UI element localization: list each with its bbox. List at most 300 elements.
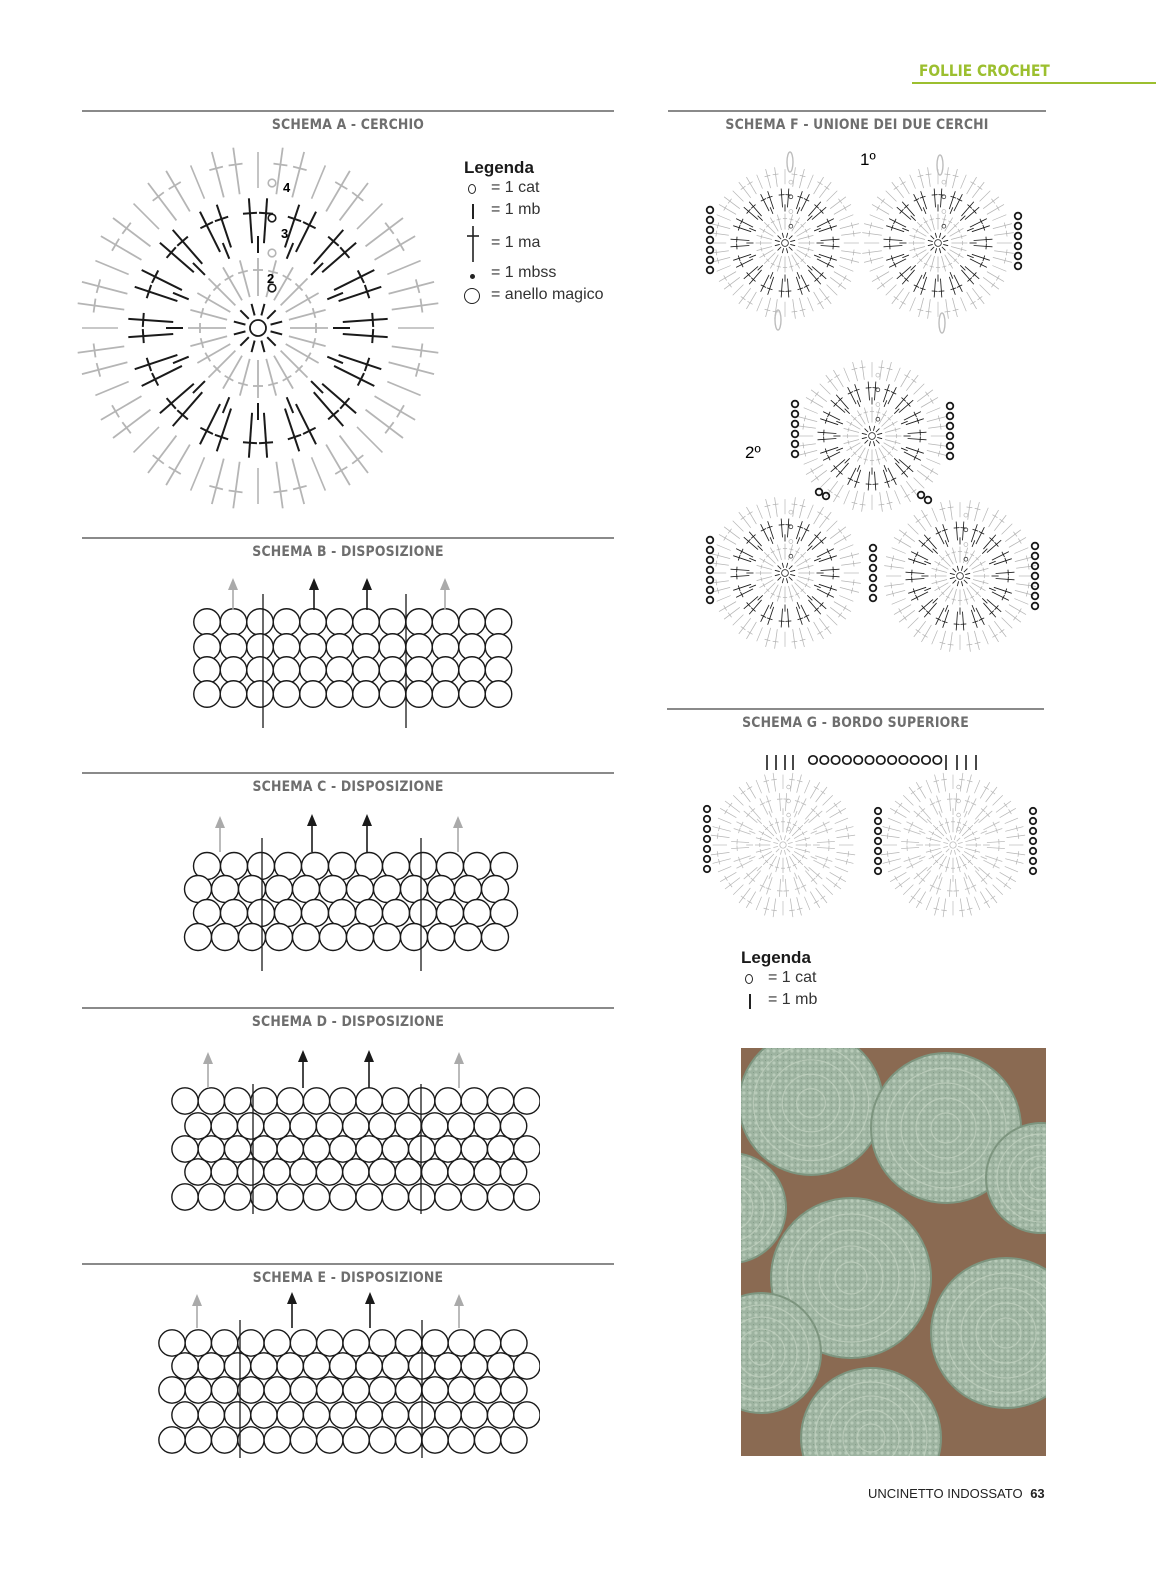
- chain-stitch: [875, 808, 881, 814]
- schema-d-diagram: [160, 1044, 540, 1222]
- chain-stitch: [1015, 243, 1022, 250]
- schema-d-rule: [82, 1007, 614, 1009]
- circle-motif: [432, 657, 459, 684]
- circle-motif: [172, 1402, 198, 1428]
- chain-stitch: [1032, 543, 1039, 550]
- circle-motif: [237, 1113, 263, 1139]
- arrow-head: [298, 1050, 308, 1062]
- chain-stitch: [875, 838, 881, 844]
- chain-stitch: [875, 868, 881, 874]
- circle-motif: [194, 609, 221, 636]
- circle-motif: [159, 1427, 185, 1453]
- circle-motif: [194, 900, 221, 927]
- circle-motif: [485, 609, 512, 636]
- circle-motif: [487, 1184, 513, 1210]
- chain-stitch: [1032, 593, 1039, 600]
- circle-motif: [356, 1088, 382, 1114]
- chain-stitch: [875, 848, 881, 854]
- chain-stitch: [707, 207, 714, 214]
- circle-motif: [514, 1184, 540, 1210]
- legend-main: [464, 158, 624, 308]
- circle-motif: [514, 1353, 540, 1379]
- schema-f-motif-right: [862, 167, 1013, 318]
- chain-stitch: [1015, 263, 1022, 270]
- circle-motif: [435, 1184, 461, 1210]
- circle-motif: [382, 1088, 408, 1114]
- chain-stitch: [707, 217, 714, 224]
- circle-motif: [248, 900, 275, 927]
- chain-stitch: [707, 537, 714, 544]
- circle-motif: [356, 1136, 382, 1162]
- circle-motif: [501, 1377, 527, 1403]
- circle-motif: [428, 876, 455, 903]
- arrow-head: [362, 578, 372, 590]
- arrow-head: [228, 578, 238, 590]
- legend-item-magic-ring: = anello magico: [464, 286, 624, 308]
- chain-stitch: [707, 587, 714, 594]
- circle-motif: [251, 1088, 277, 1114]
- circle-motif: [382, 1402, 408, 1428]
- arrow-head: [203, 1052, 213, 1064]
- schema-d-title: SCHEMA D - DISPOSIZIONE: [251, 1014, 445, 1030]
- circle-motif: [300, 657, 327, 684]
- circle-motif: [303, 1136, 329, 1162]
- chain-stitch: [1030, 848, 1036, 854]
- round-label-4: 4: [283, 180, 291, 195]
- circle-motif: [461, 1353, 487, 1379]
- schema-a-title: SCHEMA A - CERCHIO: [271, 117, 425, 133]
- circle-motif: [238, 1330, 264, 1356]
- chain-stitch: [865, 756, 873, 764]
- circle-motif: [264, 1159, 290, 1185]
- circle-motif: [474, 1427, 500, 1453]
- chain-stitch: [925, 497, 932, 504]
- circle-motif: [409, 1088, 435, 1114]
- arrow-head: [309, 578, 319, 590]
- schema-c-rule: [82, 772, 614, 774]
- legend-g: [741, 948, 901, 1013]
- circle-motif: [303, 1088, 329, 1114]
- circle-motif: [317, 1330, 343, 1356]
- circle-motif: [461, 1136, 487, 1162]
- chain-stitch: [831, 756, 839, 764]
- circle-motif: [382, 1136, 408, 1162]
- circle-motif: [198, 1088, 224, 1114]
- schema-c-diagram: [170, 808, 530, 978]
- chain-stitch: [704, 856, 710, 862]
- circle-motif: [501, 1427, 527, 1453]
- circle-motif: [369, 1330, 395, 1356]
- circle-motif: [455, 924, 482, 951]
- circle-motif: [303, 1184, 329, 1210]
- schema-e-rule: [82, 1263, 614, 1265]
- page-footer: [868, 1486, 1045, 1501]
- circle-motif: [264, 1330, 290, 1356]
- circle-motif: [501, 1330, 527, 1356]
- circle-motif: [401, 876, 428, 903]
- circle-motif: [277, 1088, 303, 1114]
- chain-stitch: [823, 493, 830, 500]
- chain-stitch: [870, 565, 877, 572]
- circle-motif: [247, 681, 274, 708]
- chain-stitch: [1030, 858, 1036, 864]
- circle-motif: [185, 1330, 211, 1356]
- chain-stitch: [1030, 868, 1036, 874]
- circle-motif: [220, 609, 247, 636]
- magic-ring-icon: [464, 288, 480, 304]
- circle-motif: [343, 1113, 369, 1139]
- chain-stitch: [875, 858, 881, 864]
- circle-motif: [464, 900, 491, 927]
- circle-motif: [455, 876, 482, 903]
- chain-stitch: [704, 806, 710, 812]
- circle-motif: [198, 1353, 224, 1379]
- circle-motif: [300, 681, 327, 708]
- circle-motif: [275, 900, 302, 927]
- circle-motif: [374, 876, 401, 903]
- circle-motif: [514, 1088, 540, 1114]
- circle-motif: [435, 1402, 461, 1428]
- step-2-label: 2º: [745, 443, 761, 462]
- circle-motif: [487, 1136, 513, 1162]
- chain-stitch: [1030, 838, 1036, 844]
- arrow-head: [364, 1050, 374, 1062]
- circle-motif: [237, 1159, 263, 1185]
- circle-motif: [406, 657, 433, 684]
- circle-motif: [396, 1427, 422, 1453]
- circle-motif: [277, 1402, 303, 1428]
- circle-motif: [422, 1427, 448, 1453]
- legend-g-title: Legenda: [741, 948, 811, 967]
- chain-stitch: [870, 595, 877, 602]
- chain-stitch: [947, 413, 954, 420]
- chain-stitch: [1015, 213, 1022, 220]
- circle-motif: [211, 1159, 237, 1185]
- chain-stitch: [911, 756, 919, 764]
- circle-motif: [409, 1136, 435, 1162]
- legend-g-item-chain: = 1 cat: [741, 969, 901, 991]
- circle-motif: [382, 1353, 408, 1379]
- circle-motif: [300, 609, 327, 636]
- chain-stitch: [947, 453, 954, 460]
- arrow-head: [307, 814, 317, 826]
- circle-motif: [273, 609, 300, 636]
- circle-motif: [224, 1353, 250, 1379]
- schema-g-title: SCHEMA G - BORDO SUPERIORE: [742, 715, 969, 731]
- chain-stitch: [1015, 253, 1022, 260]
- joining-stitch: [939, 313, 945, 333]
- circle-motif: [514, 1136, 540, 1162]
- circle-motif: [290, 1377, 316, 1403]
- chain-stitch: [1015, 223, 1022, 230]
- schema-a-motif: [78, 148, 439, 509]
- schema-a-rule: [82, 110, 614, 112]
- circle-motif: [459, 657, 486, 684]
- circle-motif: [401, 924, 428, 951]
- legend-item-single-crochet: = 1 mb: [464, 201, 624, 226]
- circle-motif: [448, 1427, 474, 1453]
- circle-motif: [251, 1402, 277, 1428]
- chain-stitch: [947, 423, 954, 430]
- circle-motif: [437, 900, 464, 927]
- circle-motif: [459, 681, 486, 708]
- chain-stitch: [704, 836, 710, 842]
- circle-motif: [379, 681, 406, 708]
- circle-motif: [172, 1353, 198, 1379]
- circle-motif: [212, 924, 239, 951]
- circle-motif: [500, 1159, 526, 1185]
- legend-item-slip-stitch: = 1 mbss: [464, 264, 624, 286]
- circle-motif: [290, 1427, 316, 1453]
- legend-item-chain: = 1 cat: [464, 179, 624, 201]
- circle-motif: [409, 1184, 435, 1210]
- circle-motif: [487, 1353, 513, 1379]
- arrow-head: [440, 578, 450, 590]
- circle-motif: [482, 924, 509, 951]
- step-1-label: 1º: [860, 150, 876, 169]
- chain-stitch: [843, 756, 851, 764]
- arrow-head: [454, 1294, 464, 1306]
- section-header: FOLLIE CROCHET: [919, 61, 1050, 80]
- circle-motif: [220, 681, 247, 708]
- circle-motif: [485, 681, 512, 708]
- circle-motif: [422, 1330, 448, 1356]
- circle-motif: [428, 924, 455, 951]
- circle-motif: [317, 1377, 343, 1403]
- circle-motif: [326, 681, 353, 708]
- circle-motif: [194, 681, 221, 708]
- circle-motif: [264, 1427, 290, 1453]
- circle-motif: [396, 1330, 422, 1356]
- page-number: 63: [1030, 1486, 1045, 1501]
- circle-motif: [396, 1377, 422, 1403]
- legend-g-item-single-crochet: = 1 mb: [741, 991, 901, 1013]
- chain-stitch: [707, 237, 714, 244]
- chain-stitch: [707, 557, 714, 564]
- circle-motif: [211, 1330, 237, 1356]
- legend-item-double-crochet: = 1 ma: [464, 226, 624, 264]
- circle-motif: [238, 1377, 264, 1403]
- circle-motif: [422, 1377, 448, 1403]
- schema-f-motif-bottom-left: [709, 497, 860, 648]
- chain-stitch: [707, 227, 714, 234]
- circle-motif: [432, 681, 459, 708]
- circle-motif: [353, 657, 380, 684]
- circle-motif: [326, 657, 353, 684]
- chain-stitch: [947, 433, 954, 440]
- arrow-head: [215, 816, 225, 828]
- chain-stitch: [888, 756, 896, 764]
- circle-motif: [379, 609, 406, 636]
- circle-motif: [500, 1113, 526, 1139]
- chain-stitch: [707, 247, 714, 254]
- chain-stitch: [792, 411, 799, 418]
- circle-motif: [448, 1113, 474, 1139]
- circle-motif: [395, 1159, 421, 1185]
- circle-motif: [266, 924, 293, 951]
- schema-f-diagram: [695, 140, 1050, 670]
- arrow-head: [287, 1292, 297, 1304]
- circle-motif: [185, 876, 212, 903]
- schema-a-diagram: [70, 140, 460, 520]
- circle-motif: [374, 924, 401, 951]
- circle-motif: [221, 900, 248, 927]
- circle-motif: [247, 609, 274, 636]
- circle-motif: [482, 876, 509, 903]
- single-crochet-icon: [472, 204, 474, 219]
- circle-motif: [410, 900, 437, 927]
- circle-motif: [266, 876, 293, 903]
- circle-motif: [212, 876, 239, 903]
- circle-motif: [474, 1113, 500, 1139]
- chain-stitch: [899, 756, 907, 764]
- chain-stitch: [707, 257, 714, 264]
- double-crochet-icon: [466, 224, 480, 264]
- circle-motif: [185, 924, 212, 951]
- circle-motif: [316, 1159, 342, 1185]
- circle-motif: [487, 1402, 513, 1428]
- circle-motif: [474, 1159, 500, 1185]
- chain-stitch: [870, 585, 877, 592]
- schema-g-rule: [667, 708, 1044, 710]
- circle-motif: [159, 1377, 185, 1403]
- circle-motif: [172, 1136, 198, 1162]
- chain-stitch: [707, 267, 714, 274]
- circle-motif: [369, 1113, 395, 1139]
- circle-motif: [224, 1088, 250, 1114]
- circle-motif: [485, 657, 512, 684]
- arrow-head: [365, 1292, 375, 1304]
- circle-motif: [224, 1136, 250, 1162]
- circle-motif: [448, 1377, 474, 1403]
- schema-f-rule: [668, 110, 1046, 112]
- circle-motif: [172, 1088, 198, 1114]
- schema-c-title: SCHEMA C - DISPOSIZIONE: [252, 779, 444, 795]
- circle-motif: [347, 924, 374, 951]
- circle-motif: [211, 1427, 237, 1453]
- chain-stitch: [922, 756, 930, 764]
- single-crochet-icon: [749, 994, 751, 1009]
- chain-stitch: [792, 451, 799, 458]
- circle-motif: [303, 1402, 329, 1428]
- chain-stitch: [792, 401, 799, 408]
- chain-stitch: [947, 403, 954, 410]
- circle-motif: [326, 609, 353, 636]
- circle-motif: [330, 1136, 356, 1162]
- chain-stitch: [707, 567, 714, 574]
- circle-motif: [198, 1402, 224, 1428]
- circle-motif: [159, 1330, 185, 1356]
- chain-stitch: [792, 421, 799, 428]
- circle-motif: [448, 1330, 474, 1356]
- circle-motif: [185, 1377, 211, 1403]
- circle-motif: [330, 1184, 356, 1210]
- schema-b-title: SCHEMA B - DISPOSIZIONE: [252, 544, 444, 560]
- arrow-head: [454, 1052, 464, 1064]
- circle-motif: [211, 1377, 237, 1403]
- circle-motif: [343, 1427, 369, 1453]
- circle-motif: [293, 924, 320, 951]
- joining-stitch: [787, 152, 793, 172]
- circle-motif: [198, 1136, 224, 1162]
- circle-motif: [461, 1088, 487, 1114]
- circle-motif: [185, 1113, 211, 1139]
- slip-stitch-icon: [470, 274, 475, 279]
- schema-f-motif-left: [709, 167, 860, 318]
- chain-stitch: [704, 846, 710, 852]
- circle-motif: [316, 1113, 342, 1139]
- circle-motif: [435, 1088, 461, 1114]
- circle-motif: [303, 1353, 329, 1379]
- circle-motif: [432, 609, 459, 636]
- chain-stitch: [704, 826, 710, 832]
- schema-e-diagram: [150, 1288, 540, 1462]
- chain-stitch: [707, 597, 714, 604]
- chain-stitch: [707, 577, 714, 584]
- schema-g-motif-left: [711, 773, 855, 917]
- circle-motif: [514, 1402, 540, 1428]
- circle-motif: [474, 1377, 500, 1403]
- circle-motif: [251, 1136, 277, 1162]
- circle-motif: [293, 876, 320, 903]
- chain-stitch: [816, 489, 823, 496]
- circle-motif: [238, 1427, 264, 1453]
- circle-motif: [459, 609, 486, 636]
- chain-stitch: [1032, 553, 1039, 560]
- schema-b-diagram: [180, 572, 520, 732]
- schema-f-motif-bottom-right: [884, 500, 1035, 651]
- circle-motif: [461, 1402, 487, 1428]
- circle-motif: [356, 1184, 382, 1210]
- circle-motif: [369, 1377, 395, 1403]
- circle-motif: [251, 1184, 277, 1210]
- chain-stitch: [854, 756, 862, 764]
- circle-motif: [224, 1184, 250, 1210]
- circle-motif: [329, 900, 356, 927]
- circle-motif: [383, 900, 410, 927]
- chain-stitch: [870, 575, 877, 582]
- circle-motif: [273, 657, 300, 684]
- circle-motif: [356, 1402, 382, 1428]
- circle-motif: [356, 900, 383, 927]
- round-label-2: 2: [267, 271, 275, 286]
- circle-motif: [406, 681, 433, 708]
- circle-motif: [422, 1159, 448, 1185]
- chain-stitch: [933, 756, 941, 764]
- chain-stitch: [704, 816, 710, 822]
- chain-stitch: [704, 866, 710, 872]
- circle-motif: [347, 876, 374, 903]
- circle-motif: [302, 900, 329, 927]
- schema-f-title: SCHEMA F - UNIONE DEI DUE CERCHI: [725, 117, 989, 133]
- round-label-3: 3: [281, 226, 289, 241]
- magazine-name: UNCINETTO INDOSSATO: [868, 1486, 1023, 1501]
- circle-motif: [330, 1088, 356, 1114]
- circle-motif: [487, 1088, 513, 1114]
- circle-motif: [277, 1136, 303, 1162]
- circle-motif: [264, 1377, 290, 1403]
- arrow-head: [453, 816, 463, 828]
- circle-motif: [435, 1353, 461, 1379]
- chain-icon: [468, 184, 476, 194]
- circle-motif: [353, 609, 380, 636]
- chain-stitch: [870, 545, 877, 552]
- chain-stitch: [1015, 233, 1022, 240]
- circle-motif: [172, 1184, 198, 1210]
- circle-motif: [356, 1353, 382, 1379]
- circle-motif: [382, 1184, 408, 1210]
- header-rule: [912, 82, 1156, 84]
